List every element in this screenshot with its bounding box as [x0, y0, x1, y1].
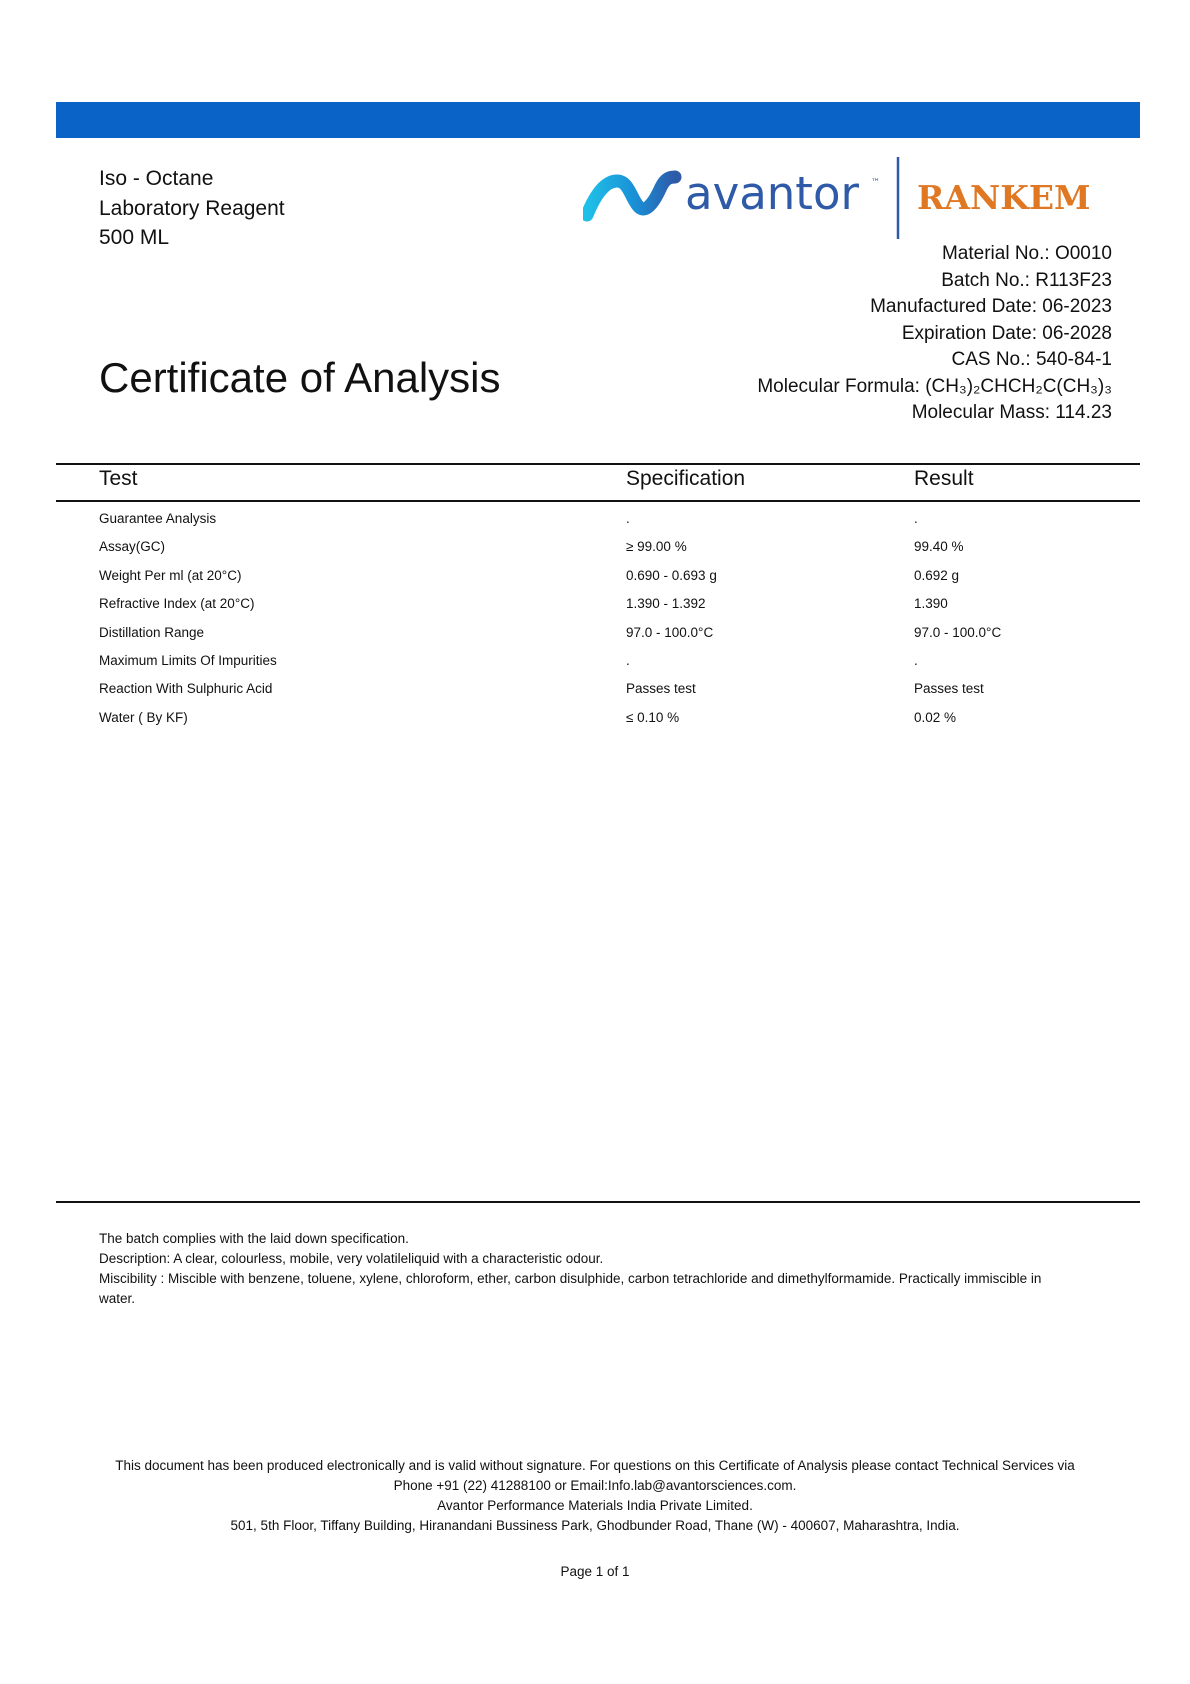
header-color-bar [56, 102, 1140, 138]
cell-result: . [914, 511, 918, 526]
notes-section [99, 1229, 1079, 1309]
product-info [99, 164, 285, 253]
avantor-wordmark: avantor [685, 167, 859, 220]
compliance-note: The batch complies with the laid down specification. [99, 1231, 409, 1246]
page-number: Page 1 of 1 [560, 1564, 630, 1579]
avantor-wave-icon [587, 177, 675, 215]
avantor-rankem-logo [583, 155, 1113, 241]
product-name: Iso - Octane [99, 167, 214, 190]
table-row [0, 535, 1190, 563]
header-test: Test [99, 467, 138, 490]
cell-spec: 0.690 - 0.693 g [626, 567, 717, 583]
table-row [0, 621, 1190, 649]
material-number: Material No.: O0010 [941, 243, 1112, 264]
cell-result: 0.02 % [914, 709, 957, 725]
description-note: Description: A clear, colourless, mobile, very volatileliquid with a characteristic odour. [99, 1251, 604, 1266]
footer-address: 501, 5th Floor, Tiffany Building, Hiranandani Bussiness Park, Ghodbunder Road, Thane (W) - 400607, Maharashtra, India. [230, 1518, 960, 1533]
rankem-wordmark: RANKEM [917, 178, 1091, 217]
header-result: Result [914, 467, 974, 490]
cell-result: . [914, 652, 918, 668]
trademark-symbol: ™ [871, 178, 880, 188]
table-row [0, 649, 1190, 677]
cell-test: Distillation Range [99, 624, 205, 640]
footer-company: Avantor Performance Materials India Private Limited. [437, 1498, 753, 1513]
cell-test: Water ( By KF) [99, 709, 188, 725]
table-row [0, 677, 1190, 705]
cell-spec: ≤ 0.10 % [626, 709, 680, 725]
cell-result: 1.390 [914, 596, 948, 612]
company-logo [583, 155, 1113, 241]
expiration-date: Expiration Date: 06-2028 [901, 322, 1112, 344]
cas-number: CAS No.: 540-84-1 [951, 349, 1112, 370]
cell-test: Weight Per ml (at 20°C) [99, 567, 242, 583]
table-row [0, 592, 1190, 620]
cell-result: Passes test [914, 681, 984, 697]
product-size: 500 ML [99, 226, 170, 249]
footer [60, 1456, 1130, 1536]
cell-test: Maximum Limits Of Impurities [99, 652, 277, 668]
table-header [0, 464, 1190, 500]
cell-test: Refractive Index (at 20°C) [99, 596, 255, 612]
table-row [0, 507, 1190, 535]
footer-contact: Phone +91 (22) 41288100 or Email:Info.lab@avantorsciences.com. [393, 1478, 797, 1493]
footer-validity-text: This document has been produced electronically and is valid without signature. For questions on this Certificate of Analysis please contact Technical Services via [115, 1458, 1075, 1473]
table-body [0, 507, 1190, 734]
cell-spec: 1.390 - 1.392 [626, 596, 706, 612]
cell-spec: . [626, 652, 630, 668]
cell-spec: . [626, 511, 630, 526]
molecular-formula: Molecular Formula: (CH₃)₂CHCH₂C(CH₃)₃ [757, 375, 1112, 397]
table-row [0, 564, 1190, 592]
molecular-mass: Molecular Mass: 114.23 [911, 402, 1112, 423]
cell-spec: 97.0 - 100.0°C [626, 624, 714, 640]
cell-test: Assay(GC) [99, 539, 166, 555]
cell-result: 0.692 g [914, 567, 960, 583]
table-header-rule [56, 500, 1140, 502]
product-grade: Laboratory Reagent [99, 196, 285, 220]
document-title: Certificate of Analysis [99, 354, 501, 401]
header-specification: Specification [626, 467, 746, 490]
cell-result: 97.0 - 100.0°C [914, 624, 1002, 640]
miscibility-note: Miscibility : Miscible with benzene, toluene, xylene, chloroform, ether, carbon disulphide, carbon tetrachloride and dimethylformamide. Practically immiscible in water. [99, 1271, 1042, 1306]
cell-test: Guarantee Analysis [99, 511, 217, 526]
cell-test: Reaction With Sulphuric Acid [99, 681, 273, 697]
cell-spec: Passes test [626, 681, 696, 697]
batch-number: Batch No.: R113F23 [941, 269, 1112, 291]
manufactured-date: Manufactured Date: 06-2023 [870, 296, 1112, 317]
cell-result: 99.40 % [914, 539, 964, 555]
table-row [0, 706, 1190, 734]
material-details [757, 241, 1112, 427]
notes-top-rule [56, 1201, 1140, 1203]
cell-spec: ≥ 99.00 % [626, 539, 687, 555]
